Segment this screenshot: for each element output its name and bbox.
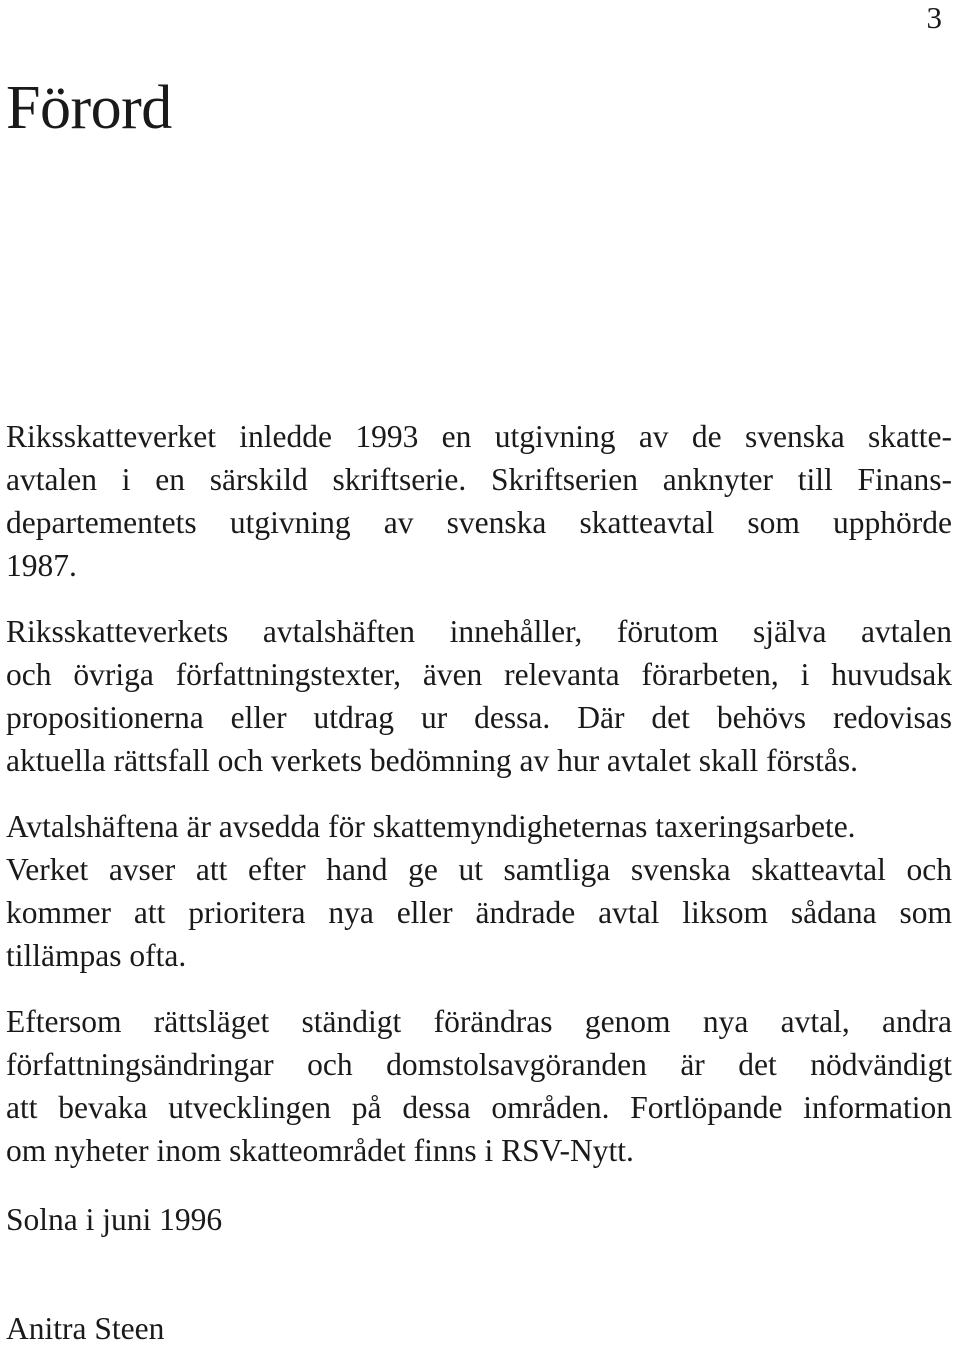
paragraph-3 [6,805,952,977]
paragraph-line: propositionerna eller utdrag ur dessa. Där det behövs redovisas [6,700,952,735]
paragraph-2 [6,610,952,782]
paragraph-line: Riksskatteverkets avtalshäften innehåller, förutom själva avtalen [6,614,952,649]
paragraph-1 [6,415,952,587]
place-date: Solna i juni 1996 [6,1202,223,1237]
paragraph-line: om nyheter inom skatteområdet finns i RSV-Nytt. [6,1133,634,1168]
paragraph-line: Riksskatteverket inledde 1993 en utgivning av de svenska skatte- [6,419,952,454]
paragraph-line: 1987. [6,548,77,583]
paragraph-line: Avtalshäftena är avsedda för skattemyndigheternas taxeringsarbete. [6,809,856,844]
paragraph-line: aktuella rättsfall och verkets bedömning av hur avtalet skall förstås. [6,743,858,778]
page-number: 3 [926,0,942,35]
paragraph-line: avtalen i en särskild skriftserie. Skriftserien anknyter till Finans- [6,462,952,497]
paragraph-line: Verket avser att efter hand ge ut samtliga svenska skatteavtal och [6,852,952,887]
paragraph-line: författningsändringar och domstolsavgöranden är det nödvändigt [6,1047,952,1082]
paragraph-line: att bevaka utvecklingen på dessa områden. Fortlöpande information [6,1090,952,1125]
paragraph-line: Eftersom rättsläget ständigt förändras genom nya avtal, andra [6,1004,952,1039]
paragraph-line: tillämpas ofta. [6,938,187,973]
paragraph-line: departementets utgivning av svenska skatteavtal som upphörde [6,505,952,540]
paragraph-4 [6,1000,952,1172]
paragraph-line: kommer att prioritera nya eller ändrade avtal liksom sådana som [6,895,952,930]
page-title: Förord [6,74,172,142]
signature: Anitra Steen [6,1311,165,1346]
paragraph-line: och övriga författningstexter, även relevanta förarbeten, i huvudsak [6,657,952,692]
